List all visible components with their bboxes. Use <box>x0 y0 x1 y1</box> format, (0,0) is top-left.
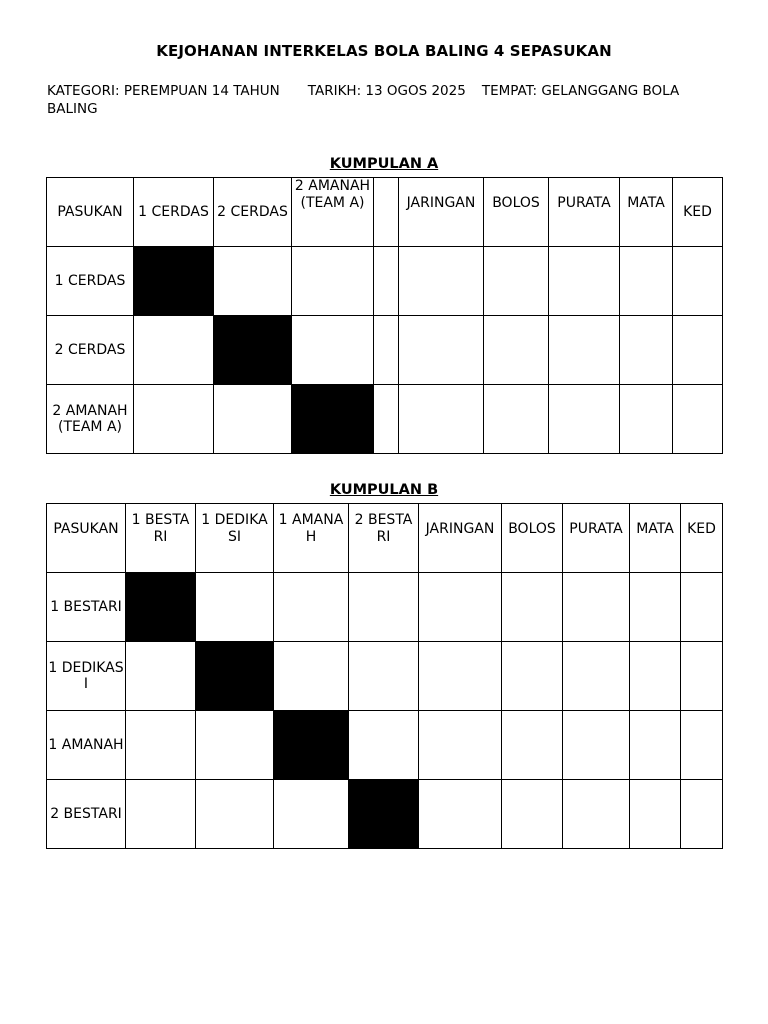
header-team-1-bestari: 1 BESTARI <box>126 504 196 573</box>
score-cell <box>214 247 292 316</box>
date-label: TARIKH: 13 OGOS 2025 <box>307 83 466 99</box>
header-ked: KED <box>681 504 723 573</box>
table-row <box>47 711 723 780</box>
mata-cell <box>620 385 673 454</box>
score-cell <box>126 642 196 711</box>
header-mata: MATA <box>620 178 673 247</box>
ked-cell <box>681 573 723 642</box>
score-cell <box>196 573 274 642</box>
table-row <box>47 247 723 316</box>
header-jaringan: JARINGAN <box>419 504 502 573</box>
bolos-cell <box>502 642 563 711</box>
table-row <box>47 573 723 642</box>
table-row <box>47 642 723 711</box>
header-team-1-amanah: 1 AMANAH <box>274 504 349 573</box>
diagonal-blocked-cell <box>349 780 419 849</box>
row-team-name: 1 DEDIKASI <box>47 642 126 711</box>
group-b-title: KUMPULAN B <box>329 482 439 498</box>
row-team-name: 1 BESTARI <box>47 573 126 642</box>
purata-cell <box>549 247 620 316</box>
header-jaringan: JARINGAN <box>399 178 484 247</box>
header-bolos: BOLOS <box>502 504 563 573</box>
bolos-cell <box>502 780 563 849</box>
blank-cell <box>374 316 399 385</box>
group-a-table <box>46 177 723 454</box>
blank-cell <box>374 385 399 454</box>
purata-cell <box>563 780 630 849</box>
score-cell <box>214 385 292 454</box>
bolos-cell <box>502 711 563 780</box>
group-b-table <box>46 503 723 849</box>
header-purata: PURATA <box>549 178 620 247</box>
score-cell <box>196 780 274 849</box>
score-cell <box>126 780 196 849</box>
row-team-name: 1 CERDAS <box>47 247 134 316</box>
mata-cell <box>620 316 673 385</box>
jaringan-cell <box>419 573 502 642</box>
row-team-name: 1 AMANAH <box>47 711 126 780</box>
ked-cell <box>681 780 723 849</box>
header-team-2-cerdas: 2 CERDAS <box>214 178 292 247</box>
diagonal-blocked-cell <box>292 385 374 454</box>
ked-cell <box>681 711 723 780</box>
ked-cell <box>673 385 723 454</box>
category-label: KATEGORI: PEREMPUAN 14 TAHUN <box>47 83 280 99</box>
bolos-cell <box>502 573 563 642</box>
diagonal-blocked-cell <box>126 573 196 642</box>
jaringan-cell <box>399 247 484 316</box>
table-row <box>47 316 723 385</box>
group-a-title: KUMPULAN A <box>329 156 439 172</box>
venue-label: TEMPAT: GELANGGANG BOLA BALING <box>47 83 680 117</box>
score-cell <box>274 642 349 711</box>
diagonal-blocked-cell <box>196 642 274 711</box>
table-row <box>47 385 723 454</box>
group-b-header-row <box>47 504 723 573</box>
mata-cell <box>630 642 681 711</box>
row-team-name: 2 CERDAS <box>47 316 134 385</box>
purata-cell <box>549 316 620 385</box>
header-pasukan: PASUKAN <box>47 178 134 247</box>
jaringan-cell <box>419 711 502 780</box>
ked-cell <box>673 247 723 316</box>
score-cell <box>134 385 214 454</box>
bolos-cell <box>484 316 549 385</box>
mata-cell <box>630 780 681 849</box>
score-cell <box>274 573 349 642</box>
header-team-2-amanah: 2 AMANAH (TEAM A) <box>292 178 374 247</box>
score-cell <box>126 711 196 780</box>
score-cell <box>349 642 419 711</box>
mata-cell <box>630 711 681 780</box>
header-pasukan: PASUKAN <box>47 504 126 573</box>
jaringan-cell <box>399 316 484 385</box>
row-team-name: 2 AMANAH (TEAM A) <box>47 385 134 454</box>
mata-cell <box>620 247 673 316</box>
header-mata: MATA <box>630 504 681 573</box>
header-bolos: BOLOS <box>484 178 549 247</box>
score-cell <box>274 780 349 849</box>
score-cell <box>134 316 214 385</box>
ked-cell <box>681 642 723 711</box>
diagonal-blocked-cell <box>274 711 349 780</box>
score-cell <box>196 711 274 780</box>
score-cell <box>292 316 374 385</box>
score-cell <box>292 247 374 316</box>
purata-cell <box>563 711 630 780</box>
group-a-header-row <box>47 178 723 247</box>
diagonal-blocked-cell <box>214 316 292 385</box>
purata-cell <box>563 573 630 642</box>
header-purata: PURATA <box>563 504 630 573</box>
header-blank <box>374 178 399 247</box>
bolos-cell <box>484 385 549 454</box>
ked-cell <box>673 316 723 385</box>
document-title: KEJOHANAN INTERKELAS BOLA BALING 4 SEPASUKAN <box>156 42 612 60</box>
bolos-cell <box>484 247 549 316</box>
header-ked: KED <box>673 178 723 247</box>
table-row <box>47 780 723 849</box>
mata-cell <box>630 573 681 642</box>
jaringan-cell <box>399 385 484 454</box>
blank-cell <box>374 247 399 316</box>
score-cell <box>349 711 419 780</box>
header-team-1-dedikasi: 1 DEDIKASI <box>196 504 274 573</box>
header-team-2-bestari: 2 BESTARI <box>349 504 419 573</box>
diagonal-blocked-cell <box>134 247 214 316</box>
score-cell <box>349 573 419 642</box>
jaringan-cell <box>419 780 502 849</box>
event-details <box>47 82 727 118</box>
row-team-name: 2 BESTARI <box>47 780 126 849</box>
purata-cell <box>563 642 630 711</box>
purata-cell <box>549 385 620 454</box>
header-team-1-cerdas: 1 CERDAS <box>134 178 214 247</box>
jaringan-cell <box>419 642 502 711</box>
